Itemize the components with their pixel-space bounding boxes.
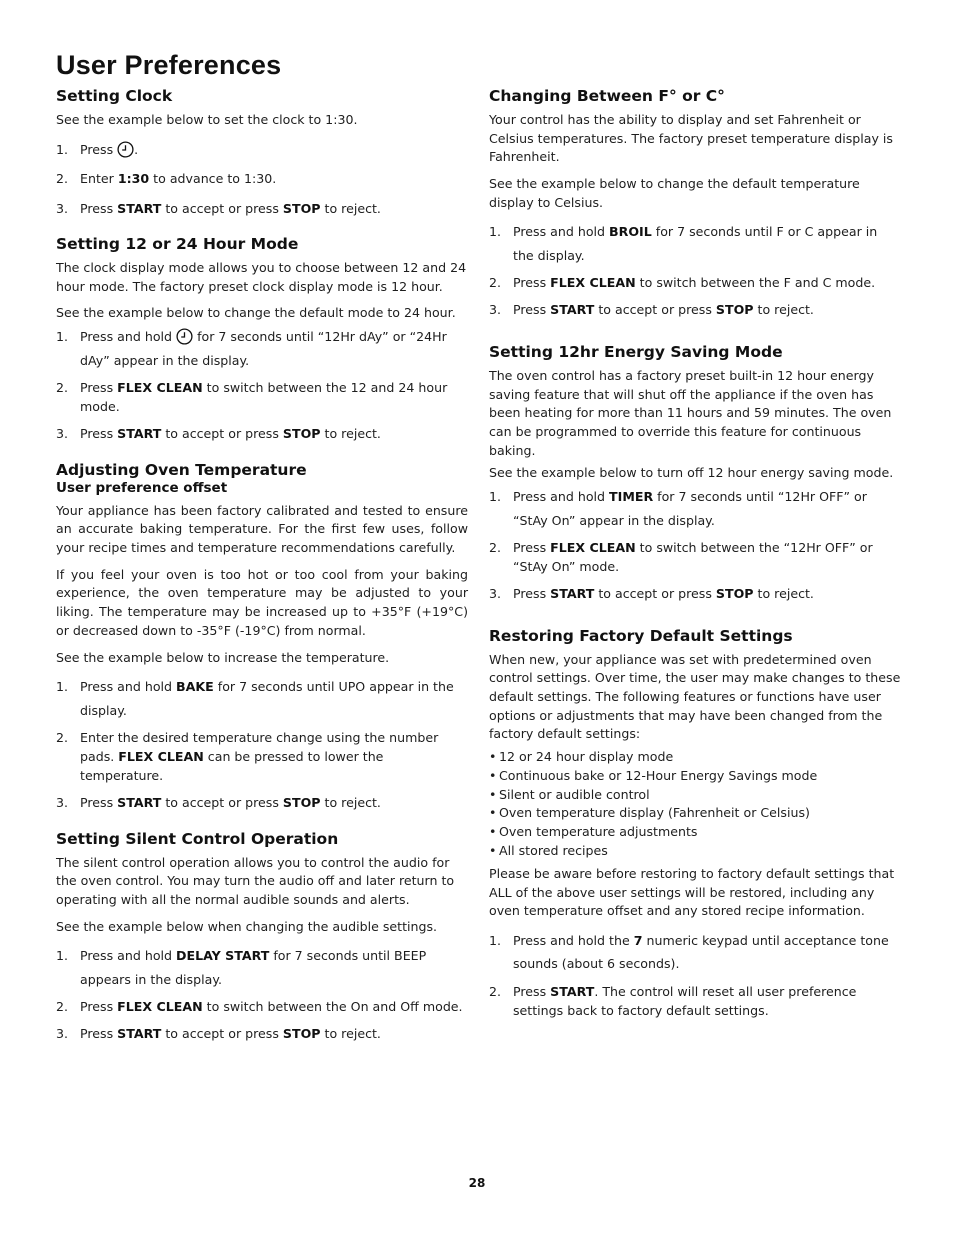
section-setting-clock: [56, 86, 468, 220]
step-number: 2.: [489, 275, 502, 291]
silent-control-heading: Setting Silent Control Operation: [56, 829, 339, 848]
hour-mode-description: The clock display mode allows you to choose between 12 and 24 hour mode. The factory preset clock display mode is 12 hour.: [56, 260, 467, 294]
step-text: Press FLEX CLEAN to switch between the F and C mode.: [513, 275, 876, 291]
list-item: • 12 or 24 hour display mode: [489, 749, 674, 765]
step-text: Press and hold TIMER for 7 seconds until “12Hr OFF” or “StAy On” appear in the display.: [513, 489, 867, 528]
hour-mode-step-2: [56, 378, 468, 416]
oven-temp-step-3: [56, 791, 468, 815]
silent-step-1: [56, 944, 468, 991]
clock-step-1: [56, 138, 468, 162]
step-text: Press START to accept or press STOP to reject.: [80, 200, 381, 216]
oven-temperature-heading: Adjusting Oven Temperature: [56, 460, 307, 479]
step-number: 1.: [489, 489, 502, 505]
step-text: Press FLEX CLEAN to switch between the On and Off mode.: [80, 999, 463, 1015]
step-text: Press FLEX CLEAN to switch between the “12Hr OFF” or “StAy On” mode.: [513, 540, 873, 575]
step-number: 1.: [489, 224, 502, 240]
silent-step-2: [56, 997, 468, 1016]
oven-temperature-adjust-info: If you feel your oven is too hot or too cool from your baking experience, the oven temperature may be adjusted to your liking. The temperature may be increased up to +35°F (+19°C) or decreased down to -35°F (-19°C) from normal.: [56, 566, 468, 638]
clock-icon: [176, 328, 193, 345]
oven-temperature-description: Your appliance has been factory calibrated and tested to ensure an accurate baking temperature. For the first few uses, follow your recipe times and temperature recommendations carefully.: [56, 502, 468, 555]
step-number: 2.: [56, 171, 69, 187]
energy-saving-example-intro: See the example below to turn off 12 hour energy saving mode.: [489, 465, 894, 481]
step-text: Press and hold BROIL for 7 seconds until F or C appear in the display.: [513, 224, 878, 263]
step-number: 2.: [489, 983, 502, 999]
list-item: • Oven temperature display (Fahrenheit or Celsius): [489, 805, 810, 821]
restore-step-1: [489, 929, 901, 976]
fc-step-1: [489, 220, 901, 267]
step-number: 1.: [56, 141, 69, 157]
clock-icon: [117, 141, 134, 158]
step-number: 3.: [56, 200, 69, 216]
oven-temperature-example-intro: See the example below to increase the temperature.: [56, 649, 390, 665]
energy-step-2: [489, 538, 901, 576]
step-number: 3.: [56, 1026, 69, 1042]
step-text: Press START to accept or press STOP to reject.: [513, 302, 814, 318]
step-text: Press FLEX CLEAN to switch between the 12 and 24 hour mode.: [80, 380, 448, 415]
step-number: 3.: [56, 426, 69, 442]
step-text: Enter 1:30 to advance to 1:30.: [80, 171, 277, 187]
energy-saving-description: The oven control has a factory preset built-in 12 hour energy saving feature that will shut off the appliance if the oven has been heating for more than 11 hours and 59 minutes. The oven can be programmed to override this feature for continuous baking.: [489, 367, 892, 458]
hour-mode-steps: [56, 325, 468, 446]
restore-defaults-description: When new, your appliance was set with predetermined oven control settings. Over time, the user may make changes to these default settings. The following features or functions have user options or adjustments that may have been changed from the factory default settings:: [489, 651, 901, 742]
silent-control-example-intro: See the example below when changing the audible settings.: [56, 918, 438, 934]
step-text: Press START to accept or press STOP to reject.: [80, 1026, 381, 1042]
oven-temp-step-2: [56, 728, 468, 785]
step-text: Press START. The control will reset all user preference settings back to factory default settings.: [513, 983, 857, 1018]
step-number: 1.: [56, 948, 69, 964]
setting-clock-steps: [56, 138, 468, 221]
section-hour-mode: [56, 234, 468, 446]
step-number: 3.: [489, 302, 502, 318]
clock-step-2: [56, 167, 468, 191]
step-text: Press and hold for 7 seconds until “12Hr dAy” or “24Hr dAy” appear in the display.: [80, 329, 447, 368]
step-number: 2.: [489, 540, 502, 556]
right-column: [489, 86, 901, 1026]
section-restore-defaults: [489, 626, 901, 1020]
step-text: Press START to accept or press STOP to reject.: [513, 586, 814, 602]
section-energy-saving: [489, 342, 901, 606]
hour-mode-heading: Setting 12 or 24 Hour Mode: [56, 235, 299, 254]
step-text: Press and hold DELAY START for 7 seconds until BEEP appears in the display.: [80, 948, 427, 987]
restore-defaults-heading: Restoring Factory Default Settings: [489, 626, 793, 645]
silent-control-description: The silent control operation allows you to control the audio for the oven control. You may turn the audio off and later return to operating with all the normal audible sounds and alerts.: [56, 854, 455, 908]
list-item: • Silent or audible control: [489, 786, 650, 802]
clock-step-3: [56, 197, 468, 221]
energy-step-3: [489, 582, 901, 606]
step-number: 3.: [489, 586, 502, 602]
step-number: 2.: [56, 999, 69, 1015]
oven-temperature-steps: [56, 675, 468, 815]
hour-mode-step-3: [56, 422, 468, 446]
fahrenheit-celsius-heading: Changing Between F° or C°: [489, 87, 725, 105]
energy-step-1: [489, 485, 901, 532]
list-item: • All stored recipes: [489, 843, 608, 858]
silent-step-3: [56, 1022, 468, 1046]
restore-defaults-list: [489, 748, 901, 861]
section-oven-temperature: [56, 460, 468, 815]
setting-clock-heading: Setting Clock: [56, 87, 173, 105]
hour-mode-example-intro: See the example below to change the default mode to 24 hour.: [56, 305, 456, 321]
step-text: Press .: [80, 141, 139, 157]
list-item: • Continuous bake or 12-Hour Energy Savings mode: [489, 767, 818, 783]
left-column: [56, 86, 468, 1052]
restore-defaults-warning: Please be aware before restoring to factory default settings that ALL of the above user settings will be restored, including any oven temperature offset and any stored recipe information.: [489, 865, 895, 919]
energy-saving-steps: [489, 485, 901, 606]
list-item: • Oven temperature adjustments: [489, 824, 698, 840]
page-title: User Preferences: [56, 50, 282, 80]
fahrenheit-celsius-example-intro: See the example below to change the default temperature display to Celsius.: [489, 176, 860, 210]
fahrenheit-celsius-steps: [489, 220, 901, 322]
step-number: 1.: [56, 679, 69, 695]
step-text: Enter the desired temperature change using the number pads. FLEX CLEAN can be pressed to lower the temperature.: [80, 730, 439, 784]
step-text: Press START to accept or press STOP to reject.: [80, 426, 381, 442]
fc-step-3: [489, 298, 901, 322]
restore-defaults-steps: [489, 929, 901, 1020]
step-number: 2.: [56, 380, 69, 396]
step-text: Press and hold BAKE for 7 seconds until UPO appear in the display.: [80, 679, 454, 718]
step-number: 3.: [56, 795, 69, 811]
fc-step-2: [489, 273, 901, 292]
oven-temp-step-1: [56, 675, 468, 722]
section-silent-control: [56, 829, 468, 1046]
step-number: 2.: [56, 730, 69, 746]
step-text: Press START to accept or press STOP to reject.: [80, 795, 381, 811]
fahrenheit-celsius-description: Your control has the ability to display and set Fahrenheit or Celsius temperatures. The factory preset temperature display is Fahrenheit.: [489, 111, 893, 165]
step-text: Press and hold the 7 numeric keypad until acceptance tone sounds (about 6 seconds).: [513, 932, 889, 972]
silent-control-steps: [56, 944, 468, 1046]
hour-mode-step-1: [56, 325, 468, 372]
setting-clock-intro: See the example below to set the clock to 1:30.: [56, 111, 358, 127]
step-number: 1.: [489, 932, 502, 948]
energy-saving-heading: Setting 12hr Energy Saving Mode: [489, 342, 783, 361]
restore-step-2: [489, 982, 901, 1020]
step-number: 1.: [56, 329, 69, 345]
page-number: 28: [468, 1176, 486, 1190]
section-fahrenheit-celsius: [489, 86, 901, 322]
oven-temperature-subheading: User preference offset: [56, 479, 228, 496]
